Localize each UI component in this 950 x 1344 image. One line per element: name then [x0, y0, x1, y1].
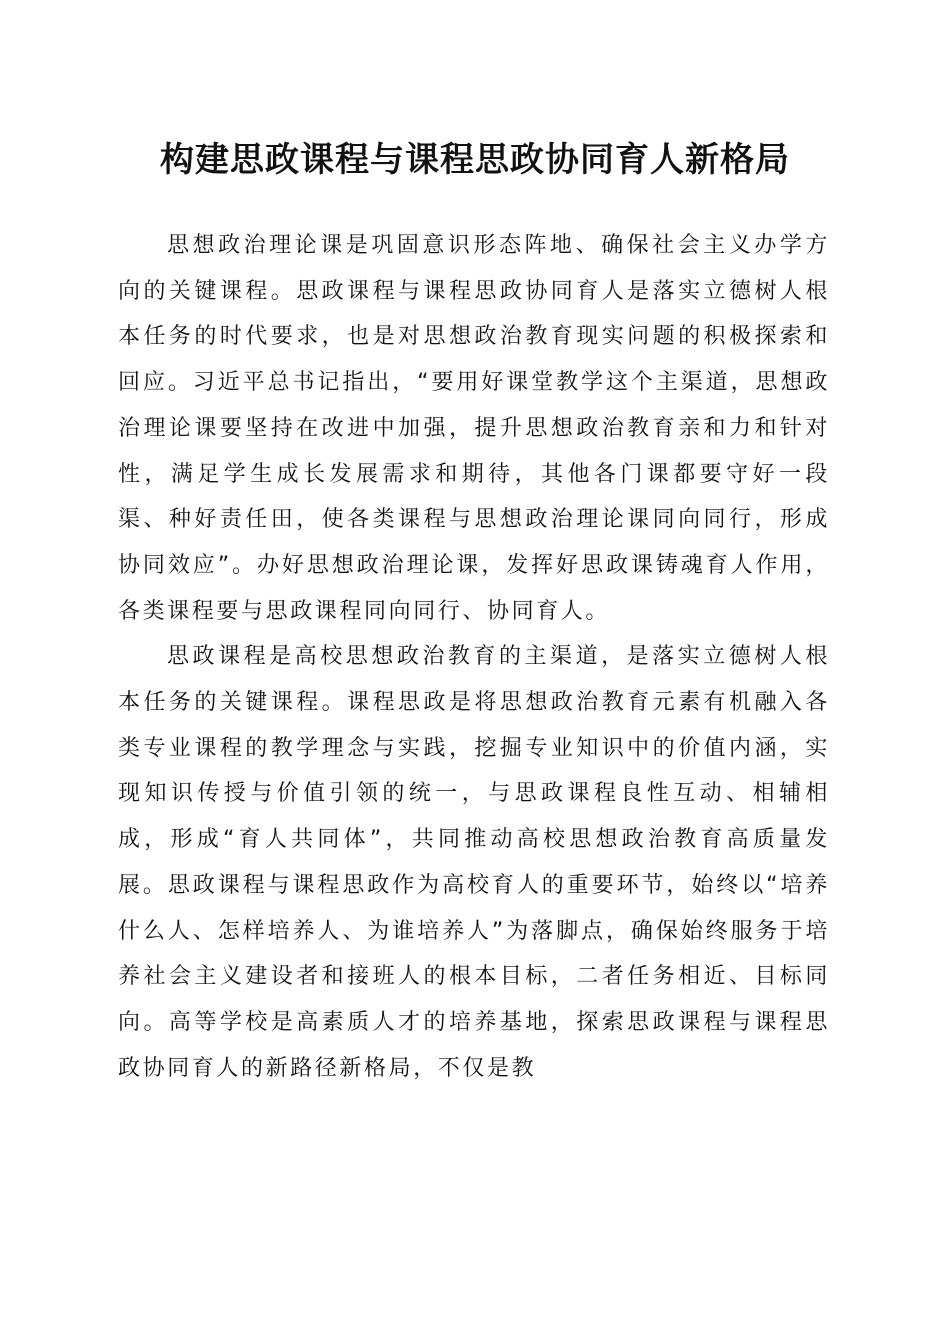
document-title: 构建思政课程与课程思政协同育人新格局: [160, 140, 790, 180]
document-body: [118, 223, 830, 1091]
paragraph-1: 思想政治理论课是巩固意识形态阵地、确保社会主义办学方向的关键课程。思政课程与课程思政协同育人是落实立德树人根本任务的时代要求，也是对思想政治教育现实问题的积极探索和回应。习近平总书记指出，“要用好课堂教学这个主渠道，思想政治理论课要坚持在改进中加强，提升思想政治教育亲和力和针对性，满足学生成长发展需求和期待，其他各门课都要守好一段渠、种好责任田，使各类课程与思想政治理论课同向同行，形成协同效应”。办好思想政治理论课，发挥好思政课铸魂育人作用，各类课程要与思政课程同向同行、协同育人。: [118, 233, 830, 624]
paragraph-2: 思政课程是高校思想政治教育的主渠道，是落实立德树人根本任务的关键课程。课程思政是将思想政治教育元素有机融入各类专业课程的教学理念与实践，挖掘专业知识中的价值内涵，实现知识传授与价值引领的统一，与思政课程良性互动、相辅相成，形成“育人共同体”，共同推动高校思想政治教育高质量发展。思政课程与课程思政作为高校育人的重要环节，始终以“培养什么人、怎样培养人、为谁培养人”为落脚点，确保始终服务于培养社会主义建设者和接班人的根本目标，二者任务相近、目标同向。高等学校是高素质人才的培养基地，探索思政课程与课程思政协同育人的新路径新格局，不仅是教: [118, 644, 830, 1081]
